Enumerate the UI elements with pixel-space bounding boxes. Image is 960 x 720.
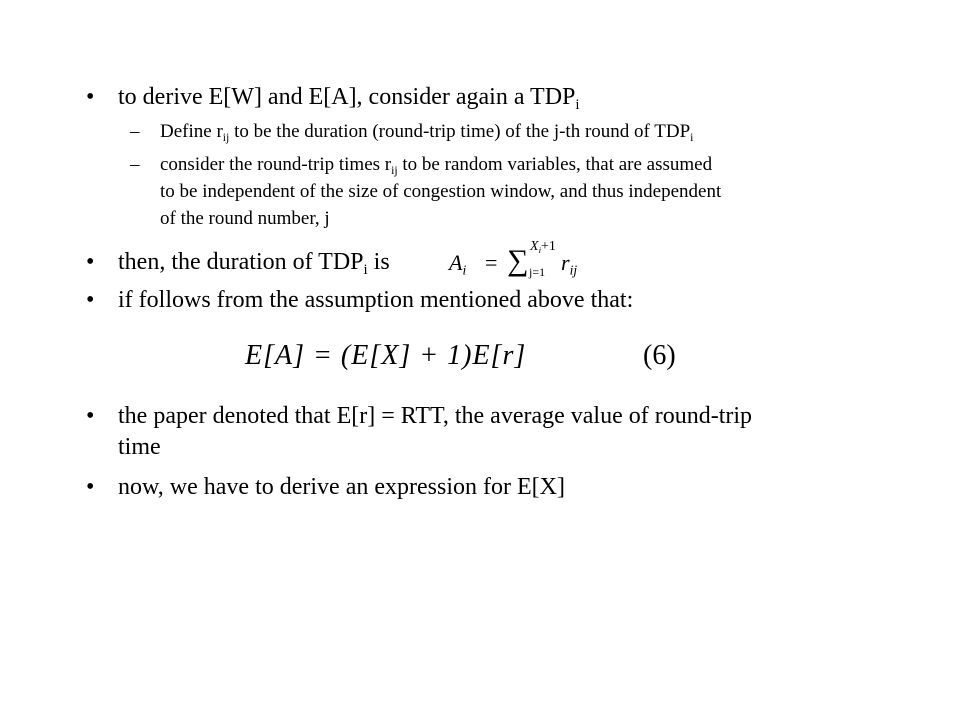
equation-lhs: $A_i$ [449,250,467,278]
bullet-1-subscript: i [575,96,580,113]
summation-icon: ∑ [507,244,529,277]
sub-bullet-2-line-2: to be independent of the size of congestion window, and thus independent [160,181,722,202]
equation-term: $r_{ij}$ [561,250,578,278]
bullet-marker: • [86,287,95,313]
sub-bullet-marker: – [130,154,140,175]
sub-bullet-2-line-3: of the round number, j [160,208,330,229]
sub-bullet-2-sub: ij [391,163,398,177]
equation-equals: = [485,250,498,275]
bullet-5-text: now, we have to derive an expression for E[X] [118,474,565,500]
sum-lower-limit: j=1 [529,265,546,279]
bullet-2-post: is [367,249,390,275]
bullet-2-text [118,247,390,277]
bullet-1-main: to derive E[W] and E[A], consider again a TDP [118,84,576,110]
bullet-marker: • [86,84,95,110]
equation-number: (6) [643,340,676,371]
sub-bullet-1-text [160,120,693,144]
sub-bullet-1-sub2: i [690,130,694,144]
bullet-3-text: if follows from the assumption mentioned above that: [118,287,634,313]
bullet-4-line-2: time [118,434,161,460]
bullet-2-pre: then, the duration of TDP [118,249,364,275]
expectation-equation: E[A] = (E[X] + 1)E[r] [245,340,527,371]
sub-bullet-marker: – [130,121,140,142]
sub-bullet-2-post: to be random variables, that are assumed [397,154,713,175]
sum-upper-limit: $X_i+1$ [530,239,556,255]
bullet-2-subscript: i [363,261,368,278]
bullet-marker: • [86,474,95,500]
bullet-marker: • [86,403,95,429]
bullet-marker: • [86,249,95,275]
bullet-4-line-1: the paper denoted that E[r] = RTT, the average value of round-trip [118,403,753,429]
sub-bullet-2-pre: consider the round-trip times r [160,154,392,175]
sub-bullet-2-line-1 [160,153,712,177]
bullet-1-text [118,82,580,112]
sub-bullet-1-sub1: ij [222,130,230,144]
sub-bullet-1-mid: to be the duration (round-trip time) of the j-th round of TDP [229,121,691,142]
duration-equation [447,236,597,286]
sub-bullet-1-pre: Define r [160,121,223,142]
